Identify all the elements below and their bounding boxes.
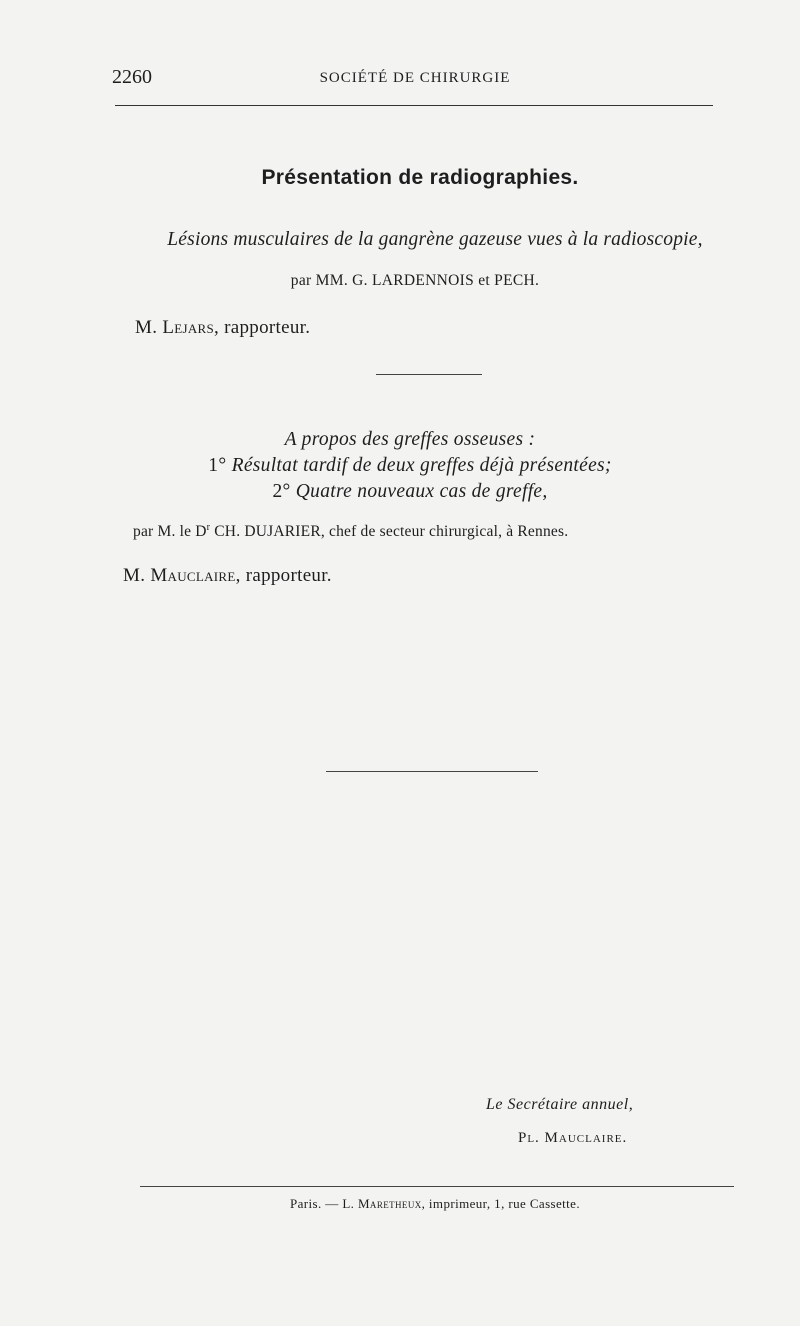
- header-rule: [115, 105, 713, 106]
- graft-item-2: [0, 481, 800, 503]
- graft-item-2-number: 2°: [272, 481, 291, 502]
- end-divider: [326, 771, 538, 772]
- graft-author-after: CH. DUJARIER, chef de secteur chirurgical, à Rennes.: [210, 523, 569, 541]
- graft-author-sup: r: [206, 522, 211, 533]
- graft-item-1-text: Résultat tardif de deux greffes déjà présentées;: [231, 455, 612, 476]
- imprint-city: Paris. — L.: [289, 1196, 355, 1211]
- rapporteur-name: Lejars: [162, 317, 215, 338]
- presentation-subtitle: Lésions musculaires de la gangrène gazeuse vues à la radioscopie,: [167, 229, 703, 250]
- presentation-authors: par MM. G. LARDENNOIS et PECH.: [290, 272, 540, 289]
- page-number: 2260: [112, 66, 152, 88]
- graft-author: [133, 522, 568, 541]
- imprint: [0, 1196, 800, 1212]
- graft-item-1-number: 1°: [208, 455, 227, 476]
- rapporteur-prefix: M.: [123, 565, 146, 586]
- rapporteur-role: , rapporteur.: [214, 317, 311, 338]
- imprint-printer: Maretheux: [357, 1196, 422, 1211]
- rapporteur-role: , rapporteur.: [235, 565, 332, 586]
- rapporteur-line-1: [135, 317, 310, 339]
- footer-rule: [140, 1186, 734, 1187]
- graft-heading: A propos des greffes osseuses :: [284, 429, 536, 450]
- graft-item-2-text: Quatre nouveaux cas de greffe,: [295, 481, 548, 502]
- graft-author-before: par M. le D: [133, 523, 207, 541]
- signature-name: Pl. Mauclaire.: [518, 1130, 628, 1146]
- rapporteur-prefix: M.: [135, 317, 158, 338]
- signature-title: Le Secrétaire annuel,: [486, 1096, 634, 1113]
- graft-item-1: [0, 455, 800, 477]
- running-head: SOCIÉTÉ DE CHIRURGIE: [319, 70, 511, 86]
- section-title: Présentation de radiographies.: [261, 166, 579, 189]
- imprint-address: , imprimeur, 1, rue Cassette.: [421, 1196, 581, 1211]
- rapporteur-line-2: [123, 565, 332, 587]
- rapporteur-name: Mauclaire: [150, 565, 236, 586]
- section-divider: [376, 374, 482, 375]
